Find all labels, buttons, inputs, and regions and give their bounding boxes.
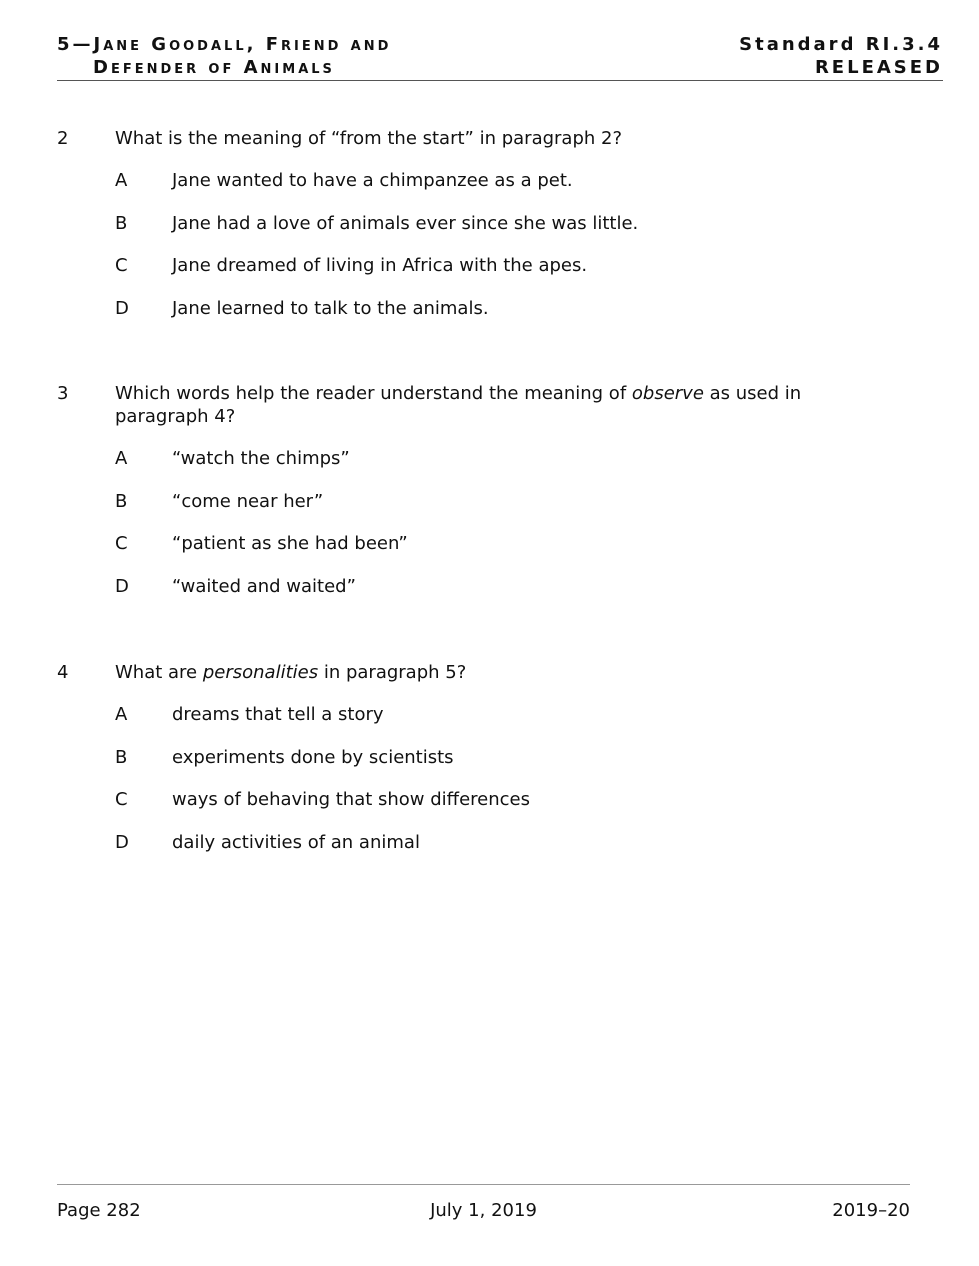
page-header bbox=[57, 33, 943, 81]
page-number: Page 282 bbox=[57, 1200, 141, 1221]
standard-info bbox=[739, 33, 943, 79]
option-letter: B bbox=[115, 746, 128, 768]
option-text: “patient as she had been” bbox=[172, 533, 408, 554]
option-text: Jane dreamed of living in Africa with the apes. bbox=[172, 255, 588, 276]
footer-date: July 1, 2019 bbox=[430, 1200, 537, 1221]
answer-option-b[interactable] bbox=[57, 212, 887, 235]
answer-option-b[interactable] bbox=[57, 746, 887, 769]
passage-title-line2: Defender of Animals bbox=[93, 57, 335, 78]
answer-option-d[interactable] bbox=[57, 297, 887, 320]
passage-title-line1: 5—Jane Goodall, Friend and bbox=[57, 34, 392, 55]
option-text: “watch the chimps” bbox=[172, 448, 350, 469]
question-text-start: What are bbox=[115, 662, 203, 683]
released-label: RELEASED bbox=[814, 57, 943, 78]
question-text bbox=[115, 661, 887, 684]
option-letter: C bbox=[115, 789, 128, 810]
answer-option-b[interactable] bbox=[57, 490, 887, 513]
option-text: Jane had a love of animals ever since she was little. bbox=[172, 212, 639, 234]
answer-option-d[interactable] bbox=[57, 575, 887, 598]
option-letter: A bbox=[115, 170, 128, 191]
option-text: dreams that tell a story bbox=[172, 704, 384, 725]
question-text-start: Which words help the reader understand the meaning of bbox=[115, 383, 632, 404]
school-year: 2019–20 bbox=[832, 1200, 910, 1221]
question-text-end: in paragraph 5? bbox=[318, 662, 467, 683]
question-number: 2 bbox=[57, 128, 69, 149]
option-letter: B bbox=[115, 490, 128, 512]
option-text: ways of behaving that show differences bbox=[172, 789, 530, 810]
answer-options bbox=[57, 169, 887, 320]
option-text: “waited and waited” bbox=[172, 575, 356, 597]
answer-option-c[interactable] bbox=[57, 532, 887, 555]
answer-option-c[interactable] bbox=[57, 254, 887, 277]
option-text: Jane learned to talk to the animals. bbox=[172, 297, 489, 319]
option-text: daily activities of an animal bbox=[172, 831, 420, 853]
option-letter: C bbox=[115, 255, 128, 276]
answer-option-a[interactable] bbox=[57, 703, 887, 726]
answer-option-c[interactable] bbox=[57, 788, 887, 811]
option-letter: D bbox=[115, 831, 129, 853]
question-text-emphasis: observe bbox=[631, 383, 704, 404]
answer-options bbox=[57, 447, 887, 598]
option-letter: C bbox=[115, 533, 128, 554]
answer-option-d[interactable] bbox=[57, 831, 887, 854]
question-number: 4 bbox=[57, 662, 69, 683]
passage-title bbox=[57, 33, 391, 79]
question-2 bbox=[57, 127, 887, 339]
option-letter: A bbox=[115, 448, 128, 469]
page-footer bbox=[57, 1199, 910, 1223]
option-letter: D bbox=[115, 297, 129, 319]
answer-option-a[interactable] bbox=[57, 447, 887, 470]
option-text: experiments done by scientists bbox=[172, 746, 454, 768]
option-letter: A bbox=[115, 704, 128, 725]
question-4 bbox=[57, 661, 887, 873]
answer-options bbox=[57, 703, 887, 854]
option-letter: D bbox=[115, 575, 129, 597]
question-text-end: as used in paragraph 4? bbox=[115, 383, 802, 427]
footer-divider bbox=[57, 1184, 910, 1185]
standard-label: Standard RI.3.4 bbox=[739, 34, 943, 55]
option-text: Jane wanted to have a chimpanzee as a pet. bbox=[172, 170, 573, 191]
question-text-emphasis: personalities bbox=[202, 662, 319, 683]
question-text bbox=[115, 382, 887, 428]
question-text: What is the meaning of “from the start” in paragraph 2? bbox=[115, 128, 623, 149]
option-text: “come near her” bbox=[172, 490, 324, 512]
option-letter: B bbox=[115, 212, 128, 234]
question-number: 3 bbox=[57, 383, 69, 404]
answer-option-a[interactable] bbox=[57, 169, 887, 192]
question-3 bbox=[57, 382, 887, 617]
